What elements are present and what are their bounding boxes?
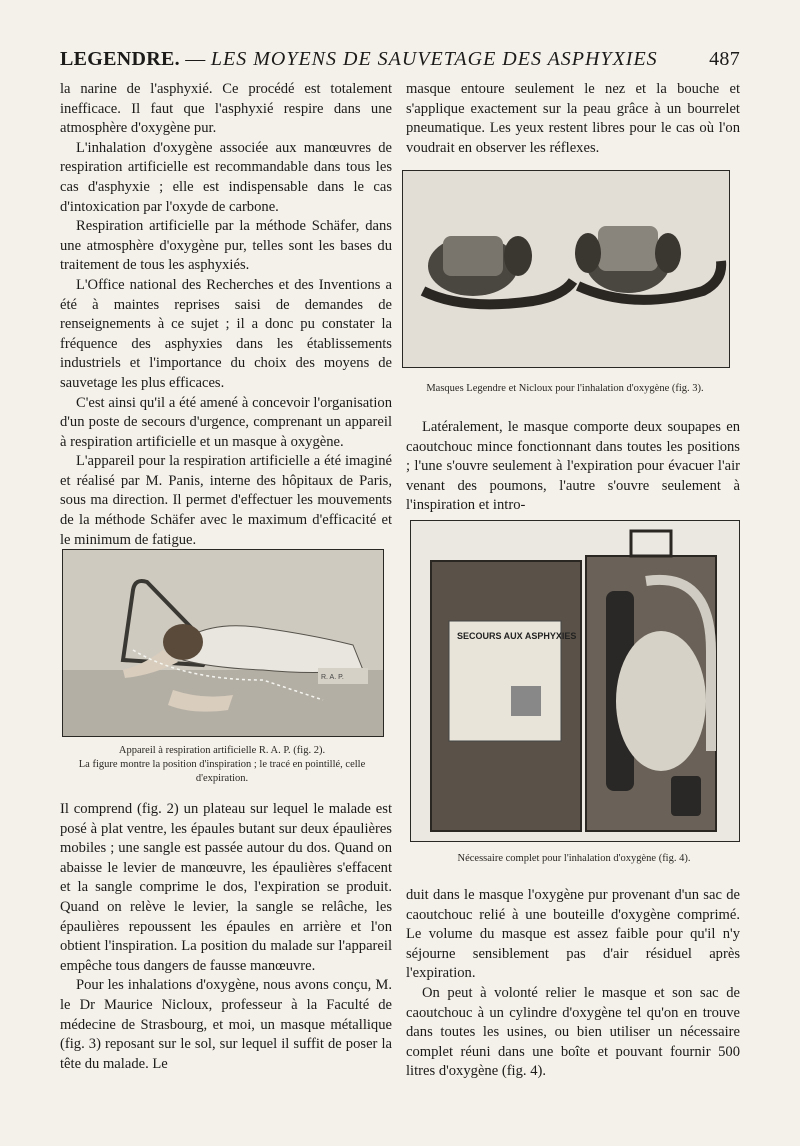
figure-2-photo bbox=[62, 549, 384, 737]
figure-3-caption: Masques Legendre et Nicloux pour l'inhalation d'oxygène (fig. 3). bbox=[426, 383, 704, 394]
paragraph: L'appareil pour la respiration artificielle a été imaginé et réalisé par M. Panis, interne des hôpitaux de Paris, sous ma direction. Il permet d'effectuer les mouvements de la méthode Schäfer avec le maximum d'efficacité et le minimum de fatigue. bbox=[60, 453, 392, 548]
left-column-bottom bbox=[60, 800, 392, 1074]
paragraph: Pour les inhalations d'oxygène, nous avons conçu, M. le Dr Maurice Nicloux, professeur à la Faculté de médecine de Strasbourg, et moi, un masque métallique (fig. 3) reposant sur le sol, sur lequel il suffit de poser la tête du malade. Le bbox=[60, 977, 392, 1072]
running-header bbox=[60, 48, 740, 78]
paragraph: On peut à volonté relier le masque et son sac de caoutchouc à un cylindre d'oxygène tel qu'on en trouve dans toutes les usines, ou bien utiliser un nécessaire complet réuni dans une boîte et pouvant fournir 500 litres d'oxygène (fig. 4). bbox=[406, 984, 740, 1080]
right-column-top bbox=[406, 80, 740, 158]
paragraph: masque entoure seulement le nez et la bouche et s'applique exactement sur la peau grâce à un bourrelet pneumatique. Les yeux restent libres pour le cas où l'on voudrait en observer les réflexes. bbox=[406, 81, 740, 156]
figure-4-caption: Nécessaire complet pour l'inhalation d'oxygène (fig. 4). bbox=[457, 853, 691, 864]
paragraph: duit dans le masque l'oxygène pur provenant d'un sac de caoutchouc relié à une bouteille d'oxygène comprimé. Le volume du masque est assez faible pour qu'il n'y séjourne sensiblement pas d'air résiduel après l'expiration. bbox=[406, 887, 740, 982]
artificial-respiration-apparatus-illustration bbox=[63, 550, 383, 736]
right-column-middle bbox=[406, 418, 740, 516]
header-author: LEGENDRE. bbox=[60, 48, 180, 70]
header-title: LES MOYENS DE SAUVETAGE DES ASPHYXIES bbox=[210, 48, 658, 70]
oxygen-masks-illustration bbox=[403, 171, 729, 367]
paragraph: C'est ainsi qu'il a été amené à concevoir l'organisation d'un poste de secours d'urgence, comprenant un appareil à respiration artificielle et un masque à oxygène. bbox=[60, 394, 392, 450]
figure-4-photo bbox=[410, 520, 740, 842]
paragraph: L'Office national des Recherches et des Inventions a été à maintes reprises saisi de demandes de renseignements à ce sujet ; il a donc pu constater la fréquence des asphyxies dans les établissements industriels et l'importance du choix des moyens de sauvetage les plus efficaces. bbox=[60, 276, 392, 391]
caption-line: La figure montre la position d'inspiration ; le tracé en pointillé, celle d'expiration. bbox=[78, 759, 366, 784]
header-dash: — bbox=[185, 48, 206, 70]
poster-title: SECOURS AUX ASPHYXIES bbox=[457, 631, 577, 641]
page-number: 487 bbox=[709, 48, 740, 70]
figure-3-photo bbox=[402, 170, 730, 368]
figure-2-caption bbox=[62, 744, 382, 786]
paragraph: la narine de l'asphyxié. Ce procédé est totalement inefficace. Il faut que l'asphyxié respire dans une atmosphère d'oxygène pur. bbox=[60, 81, 392, 137]
right-column-bottom bbox=[406, 886, 740, 1082]
caption-line: Appareil à respiration artificielle R. A. P. (fig. 2). bbox=[118, 745, 326, 756]
oxygen-kit-box-illustration bbox=[411, 521, 739, 841]
left-column-top bbox=[60, 80, 392, 550]
paragraph: Respiration artificielle par la méthode Schäfer, dans une atmosphère d'oxygène pur, telles sont les bases du traitement de tous les asphyxiés. bbox=[60, 218, 392, 274]
paragraph: L'inhalation d'oxygène associée aux manœuvres de respiration artificielle est recommandable dans tous les cas d'asphyxie ; elle est indispensable dans le cas d'intoxication par l'oxyde de carbone. bbox=[60, 139, 392, 215]
paragraph: Latéralement, le masque comporte deux soupapes en caoutchouc mince fonctionnant dans toutes les positions ; l'une s'ouvre seulement à l'expiration pour évacuer l'air venant des poumons, l'autre s'ouvre seulement à l'inspiration et intro- bbox=[406, 419, 740, 514]
fig2-panel-label: R. A. P. bbox=[321, 674, 344, 681]
paragraph: Il comprend (fig. 2) un plateau sur lequel le malade est posé à plat ventre, les épaules butant sur deux épaulières mobiles ; une sangle est passée autour du dos. Quand on abaisse le levier de manœuvre, les épaulières s'effacent et la sangle comprime le dos, l'expiration se produit. Quand on relève le levier, la sangle se relâche, les épaulières repoussent les épaules en arrière et l'on obtient l'inspiration. La position du malade sur l'appareil empêche tous dangers de fausse manœuvre. bbox=[60, 801, 392, 974]
